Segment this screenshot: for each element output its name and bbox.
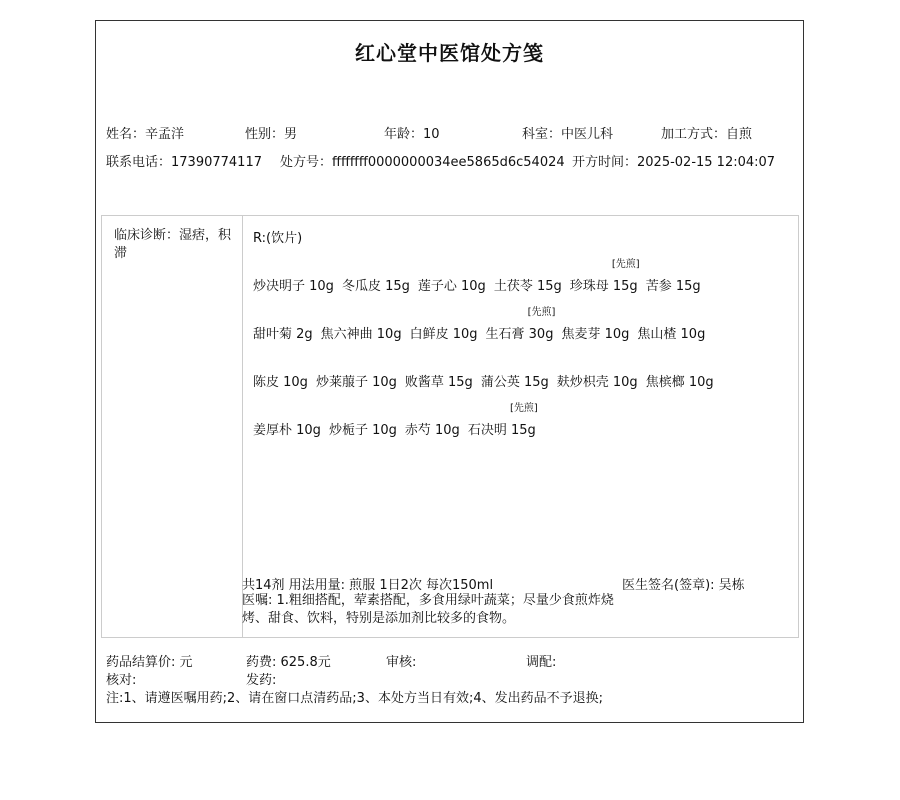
prescription-number: 处方号：ffffffff0000000034ee5865d6c54024 <box>280 155 565 170</box>
herb-text: 焦山楂 10g <box>637 327 706 342</box>
herb-item <box>342 275 410 294</box>
processing-method: 加工方式：自煎 <box>661 127 753 142</box>
herb-text: 败酱草 15g <box>404 375 473 390</box>
herb-row <box>253 371 714 390</box>
herb-item <box>569 259 640 294</box>
herb-text: 白鲜皮 10g <box>409 327 478 342</box>
page-title: 红心堂中医馆处方笺 <box>355 41 544 65</box>
herb-item <box>321 323 402 342</box>
herb-item <box>410 323 478 342</box>
medical-advice: 医嘱: 1.粗细搭配，荤素搭配，多食用绿叶蔬菜；尽量少食煎炸烧烤、甜食、饮料，特别是添加剂比较多的食物。 <box>242 593 614 626</box>
herb-text: 焦六神曲 10g <box>320 327 402 342</box>
decoction-note: [先煎] <box>509 403 538 414</box>
herb-item <box>557 371 638 390</box>
herb-item <box>405 419 460 438</box>
patient-age: 年龄：10 <box>384 127 440 142</box>
patient-gender: 性别：男 <box>245 127 298 142</box>
herb-text: 麸炒枳壳 10g <box>556 375 638 390</box>
herb-text: 莲子心 10g <box>417 279 486 294</box>
herb-text: 炒莱菔子 10g <box>315 375 397 390</box>
herb-text: 苦参 15g <box>645 279 701 294</box>
herb-item <box>646 275 701 294</box>
herb-text: 蒲公英 15g <box>480 375 549 390</box>
herb-item <box>494 275 562 294</box>
patient-department: 科室：中医儿科 <box>522 127 614 142</box>
herb-item <box>253 323 313 342</box>
herb-text: 焦槟榔 10g <box>645 375 714 390</box>
herb-item <box>253 419 321 438</box>
herb-item <box>561 323 629 342</box>
herb-row <box>253 307 706 342</box>
contact-phone: 联系电话：17390774117 <box>106 155 262 170</box>
drug-fee: 药费: 625.8元 <box>246 655 331 670</box>
herb-text: 土茯苓 15g <box>493 279 562 294</box>
herb-item <box>329 419 397 438</box>
herb-item <box>637 323 705 342</box>
herb-row <box>253 259 701 294</box>
herb-item <box>467 403 538 438</box>
herb-item <box>253 371 308 390</box>
herb-text: 姜厚朴 10g <box>253 423 321 438</box>
decoction-note: [先煎] <box>611 259 640 270</box>
herb-text: 炒决明子 10g <box>253 279 334 294</box>
herb-text: 陈皮 10g <box>253 375 308 390</box>
review-field: 审核: <box>386 655 417 670</box>
prescription-sheet <box>95 20 804 723</box>
herb-text: 冬瓜皮 15g <box>341 279 410 294</box>
issue-field: 发药: <box>246 673 277 688</box>
herb-text: 赤芍 10g <box>404 423 460 438</box>
prescription-body <box>101 215 799 638</box>
herb-text: 焦麦芽 10g <box>561 327 630 342</box>
herb-text: 珍珠母 15g <box>569 279 638 294</box>
herb-text: 甜叶菊 2g <box>253 327 313 342</box>
herb-item <box>253 275 334 294</box>
check-field: 核对: <box>106 673 137 688</box>
herb-row <box>253 403 538 438</box>
herb-text: 炒栀子 10g <box>328 423 397 438</box>
herb-item <box>418 275 486 294</box>
dispense-field: 调配: <box>526 655 557 670</box>
herb-item <box>316 371 397 390</box>
herb-item <box>646 371 714 390</box>
herb-text: 生石膏 30g <box>485 327 554 342</box>
drug-settlement-price: 药品结算价: 元 <box>106 655 193 670</box>
rx-header: R:(饮片) <box>253 231 303 246</box>
doctor-signature: 医生签名(签章): 吴栋 <box>622 578 745 593</box>
herb-item <box>485 307 556 342</box>
prescription-time: 开方时间：2025-02-15 12:04:07 <box>572 155 776 170</box>
clinical-diagnosis: 临床诊断：湿痞，积滞 <box>114 228 232 261</box>
herb-text: 石决明 15g <box>467 423 536 438</box>
decoction-note: [先煎] <box>527 307 556 318</box>
herb-item <box>481 371 549 390</box>
herb-item <box>405 371 473 390</box>
footer-notes: 注:1、请遵医嘱用药;2、请在窗口点清药品;3、本处方当日有效;4、发出药品不予退换; <box>106 691 603 706</box>
patient-name: 姓名：辛孟洋 <box>106 127 185 142</box>
usage-instructions: 共14剂 用法用量: 煎服 1日2次 每次150ml <box>242 578 494 593</box>
